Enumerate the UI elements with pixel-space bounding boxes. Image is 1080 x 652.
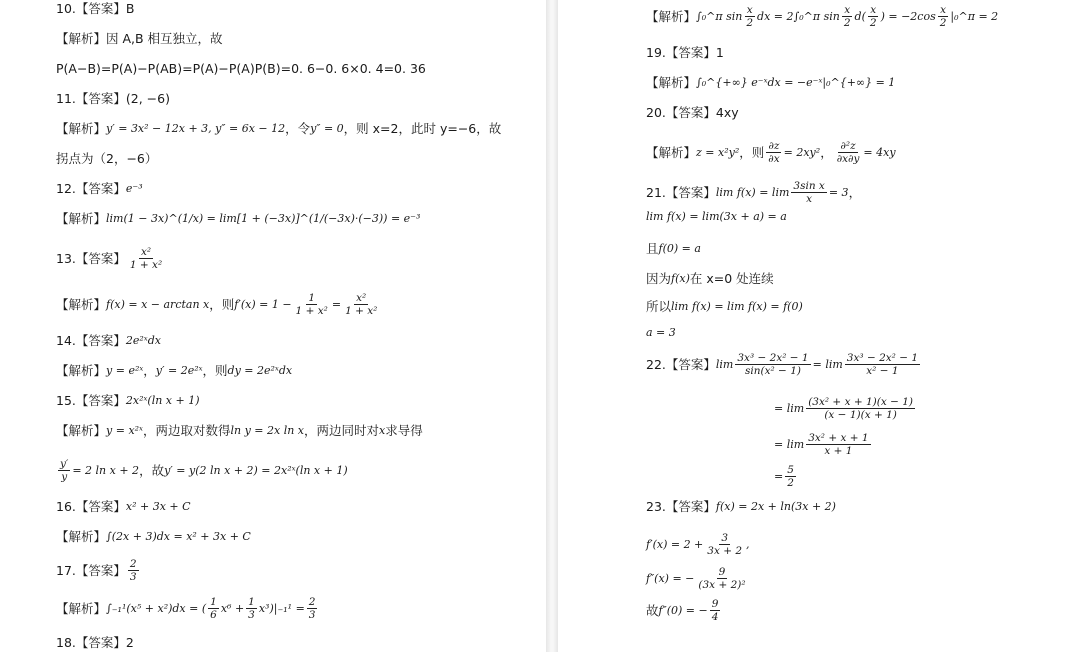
fraction bbox=[246, 596, 257, 621]
text-segment: 【解析】 bbox=[646, 8, 697, 24]
text-segment: 且 bbox=[646, 241, 659, 256]
math-segment: 2e²ˣdx bbox=[125, 334, 161, 347]
fraction-denominator: ∂x∂y bbox=[836, 153, 860, 165]
math-segment: y′ = 2e²ˣ bbox=[155, 364, 203, 377]
text-segment: 所以 bbox=[646, 299, 672, 314]
math-segment: y″ = 0 bbox=[310, 122, 344, 135]
text-segment: 11.【答案】(2, −6) bbox=[56, 91, 170, 106]
text-segment: 故 bbox=[646, 602, 659, 618]
fraction-numerator: y′ bbox=[60, 458, 69, 470]
fraction-denominator: (x − 1)(x + 1) bbox=[824, 409, 897, 421]
math-segment: x³)|₋₁¹ = bbox=[258, 601, 305, 615]
text-segment: ，故 bbox=[139, 462, 165, 478]
fraction-denominator: y bbox=[61, 471, 68, 483]
analysis-12-line bbox=[56, 210, 420, 228]
math-segment: e⁻³ bbox=[125, 182, 143, 195]
fraction-denominator: 2 bbox=[787, 477, 794, 489]
math-segment: ∫₀^{+∞} e⁻ˣdx = −e⁻ˣ|₀^{+∞} = 1 bbox=[696, 76, 896, 89]
fraction-denominator: sin(x² − 1) bbox=[744, 365, 801, 377]
analysis-11-line bbox=[56, 120, 501, 138]
fraction-numerator: x² bbox=[140, 246, 152, 258]
fraction bbox=[343, 292, 379, 317]
math-segment: f′(x) = 2 + bbox=[646, 537, 704, 551]
math-segment: ∫₀^π sin bbox=[696, 9, 743, 23]
answer-21-line bbox=[646, 180, 861, 205]
math-segment: , bbox=[746, 537, 750, 551]
text-segment: 【解析】 bbox=[56, 121, 107, 136]
fraction bbox=[128, 246, 164, 271]
fraction-denominator: 3 bbox=[129, 571, 137, 583]
text-segment: 19.【答案】1 bbox=[646, 45, 724, 60]
math-segment: d( bbox=[854, 9, 866, 23]
fraction bbox=[58, 458, 70, 483]
math-segment: f″(x) = − bbox=[646, 571, 695, 585]
math-segment: lim bbox=[715, 357, 734, 371]
answer-15-line bbox=[56, 392, 200, 410]
math-segment: y = e²ˣ bbox=[106, 364, 144, 377]
fraction bbox=[307, 596, 318, 621]
fraction-numerator: 1 bbox=[210, 596, 217, 608]
math-segment: 2x²ˣ(ln x + 1) bbox=[125, 394, 200, 407]
fraction bbox=[806, 432, 870, 457]
answer-19-line bbox=[646, 44, 724, 62]
math-segment: ln y = 2x ln x bbox=[230, 424, 305, 437]
fraction bbox=[128, 558, 139, 583]
fraction-numerator: (3x² + x + 1)(x − 1) bbox=[808, 396, 914, 408]
analysis-21-line3 bbox=[646, 270, 774, 288]
fraction-numerator: x² bbox=[356, 292, 367, 304]
answer-12-line bbox=[56, 180, 143, 198]
fraction bbox=[938, 4, 949, 29]
fraction-numerator: 3sin x bbox=[793, 180, 825, 192]
fraction bbox=[710, 598, 721, 623]
answer-16-line bbox=[56, 498, 191, 516]
analysis-21-line4 bbox=[646, 298, 803, 316]
answer-14-line bbox=[56, 332, 161, 350]
fraction-denominator: x + 1 bbox=[824, 445, 853, 457]
fraction-denominator: 3x + 2 bbox=[707, 545, 743, 557]
fraction-numerator: x bbox=[844, 4, 851, 16]
text-segment: ， bbox=[848, 184, 862, 200]
analysis-16-line bbox=[56, 528, 251, 546]
math-segment: = lim bbox=[774, 401, 805, 415]
answer-20-line bbox=[646, 104, 739, 122]
right-page bbox=[558, 0, 1080, 652]
answer-18-line bbox=[56, 634, 134, 652]
fraction bbox=[705, 532, 744, 557]
text-segment: 【解析】 bbox=[56, 211, 107, 226]
math-segment: f(x) bbox=[671, 272, 690, 285]
fraction-numerator: x bbox=[940, 4, 947, 16]
math-segment: x bbox=[379, 424, 386, 437]
text-segment: ，则 bbox=[209, 296, 235, 312]
fraction-denominator: 4 bbox=[711, 611, 719, 623]
text-segment: 【解析】 bbox=[56, 423, 107, 438]
fraction-denominator: x bbox=[806, 193, 813, 205]
math-segment: f(0) = a bbox=[658, 242, 701, 255]
analysis-21-line1 bbox=[646, 208, 787, 226]
text-segment: P(A−B)=P(A)−P(AB)=P(A)−P(A)P(B)=0. 6−0. 6×0. 4=0. 36 bbox=[56, 61, 426, 76]
fraction-numerator: 1 bbox=[248, 596, 255, 608]
fraction bbox=[835, 140, 862, 165]
text-segment: 求导得 bbox=[385, 423, 423, 438]
text-segment: ，两边同时对 bbox=[304, 423, 380, 438]
math-segment: y′ = y(2 ln x + 2) = 2x²ˣ(ln x + 1) bbox=[164, 463, 348, 477]
text-segment: 14.【答案】 bbox=[56, 333, 126, 348]
page-gutter bbox=[546, 0, 558, 652]
fraction-numerator: x bbox=[746, 4, 753, 16]
analysis-10-line bbox=[56, 30, 223, 48]
fraction-numerator: ∂z bbox=[768, 140, 780, 152]
analysis-14-line bbox=[56, 362, 292, 380]
fraction-numerator: 1 bbox=[308, 292, 316, 304]
answer-11-line bbox=[56, 90, 170, 108]
math-segment: a = 3 bbox=[646, 326, 676, 339]
text-segment: 15.【答案】 bbox=[56, 393, 126, 408]
text-segment: 18.【答案】2 bbox=[56, 635, 134, 650]
analysis-22-step1 bbox=[774, 396, 917, 421]
math-segment: = 2xy² bbox=[783, 145, 821, 159]
fraction-numerator: 3 bbox=[721, 532, 728, 544]
math-segment: = lim bbox=[812, 357, 843, 371]
text-segment: ， bbox=[143, 363, 156, 378]
text-segment: 13.【答案】 bbox=[56, 250, 126, 266]
fraction bbox=[696, 566, 747, 591]
fraction-denominator: ∂x bbox=[768, 153, 780, 165]
answer-13-line bbox=[56, 246, 166, 271]
fraction bbox=[766, 140, 781, 165]
analysis-21-line2 bbox=[646, 240, 701, 258]
fraction-numerator: 3x³ − 2x² − 1 bbox=[737, 352, 809, 364]
answer-23-line bbox=[646, 498, 836, 516]
fraction-denominator: (3x + 2)² bbox=[698, 579, 746, 591]
fraction-numerator: 3x² + x + 1 bbox=[808, 432, 869, 444]
fraction bbox=[842, 4, 853, 29]
analysis-20-line bbox=[646, 140, 896, 165]
math-segment: = 3 bbox=[828, 185, 849, 199]
text-segment: 12.【答案】 bbox=[56, 181, 126, 196]
analysis-15-cont bbox=[56, 458, 348, 483]
answer-22-line bbox=[646, 352, 922, 377]
fraction-numerator: ∂²z bbox=[840, 140, 856, 152]
fraction bbox=[806, 396, 915, 421]
analysis-15-line bbox=[56, 422, 423, 440]
text-segment: ，令 bbox=[285, 121, 311, 136]
text-segment: 在 x=0 处连续 bbox=[689, 271, 774, 286]
math-segment: x⁶ + bbox=[220, 601, 245, 615]
math-segment: lim(1 − 3x)^(1/x) = lim[1 + (−3x)]^(1/(−3x)·(−3)) = e⁻³ bbox=[106, 212, 421, 225]
text-segment: 20.【答案】4xy bbox=[646, 105, 739, 120]
text-segment: 【解析】因 A,B 相互独立，故 bbox=[56, 31, 223, 46]
fraction bbox=[845, 352, 920, 377]
fraction-numerator: 3x³ − 2x² − 1 bbox=[846, 352, 919, 364]
math-segment: z = x²y² bbox=[696, 145, 740, 159]
fraction bbox=[735, 352, 810, 377]
analysis-23-line2 bbox=[646, 566, 750, 591]
fraction-numerator: 2 bbox=[308, 596, 316, 608]
fraction-denominator: 3 bbox=[248, 609, 255, 621]
math-segment: = bbox=[774, 469, 784, 483]
text-segment: 【解析】 bbox=[56, 529, 107, 544]
fraction-denominator: x² − 1 bbox=[866, 365, 899, 377]
analysis-22-step2 bbox=[774, 432, 873, 457]
answer-10-line bbox=[56, 0, 134, 18]
text-segment: 23.【答案】 bbox=[646, 499, 716, 514]
analysis-11-cont bbox=[56, 150, 157, 168]
text-segment: 【解析】 bbox=[56, 363, 107, 378]
text-segment: 【解析】 bbox=[646, 75, 697, 90]
fraction-denominator: 2 bbox=[843, 17, 851, 29]
math-segment: ∫₋₁¹(x⁵ + x²)dx = ( bbox=[106, 601, 207, 615]
fraction-numerator: 5 bbox=[787, 464, 794, 476]
text-segment: 【解析】 bbox=[646, 144, 697, 160]
analysis-17-line bbox=[56, 596, 319, 621]
fraction-denominator: 3 bbox=[308, 609, 316, 621]
text-segment: ，两边取对数得 bbox=[142, 423, 231, 438]
text-segment: 因为 bbox=[646, 271, 672, 286]
text-segment: ，则 bbox=[202, 363, 228, 378]
text-segment: ，则 x=2，此时 y=−6，故 bbox=[343, 121, 502, 136]
math-segment: x² + 3x + C bbox=[125, 500, 191, 513]
text-segment: 17.【答案】 bbox=[56, 562, 126, 578]
math-segment: f′(x) = 1 − bbox=[234, 297, 292, 311]
math-segment: = 4xy bbox=[863, 145, 896, 159]
analysis-23-line3 bbox=[646, 598, 722, 623]
text-segment: 21.【答案】 bbox=[646, 184, 716, 200]
analysis-10-formula bbox=[56, 60, 426, 78]
fraction bbox=[791, 180, 826, 205]
fraction bbox=[785, 464, 796, 489]
math-segment: f(x) = x − arctan x bbox=[106, 297, 210, 311]
fraction bbox=[744, 4, 755, 29]
text-segment: 10.【答案】B bbox=[56, 1, 135, 16]
analysis-22-step3 bbox=[774, 464, 798, 489]
fraction-numerator: 9 bbox=[718, 566, 726, 578]
math-segment: ) = −2cos bbox=[880, 9, 936, 23]
math-segment: dy = 2e²ˣdx bbox=[227, 364, 293, 377]
math-segment: lim f(x) = lim(3x + a) = a bbox=[646, 210, 787, 223]
text-segment: 拐点为（2，−6） bbox=[56, 151, 158, 166]
math-segment: |₀^π = 2 bbox=[950, 9, 999, 23]
math-segment: lim f(x) = lim bbox=[715, 185, 790, 199]
math-segment: = bbox=[331, 297, 342, 311]
text-segment: 16.【答案】 bbox=[56, 499, 126, 514]
analysis-21-line5 bbox=[646, 324, 676, 342]
math-segment: dx = 2∫₀^π sin bbox=[757, 9, 840, 23]
fraction-denominator: 1 + x² bbox=[345, 305, 378, 317]
fraction-denominator: 1 + x² bbox=[129, 259, 163, 271]
fraction-denominator: 2 bbox=[746, 17, 754, 29]
math-segment: f(x) = 2x + ln(3x + 2) bbox=[715, 500, 836, 513]
math-segment: y′ = 3x² − 12x + 3, y″ = 6x − 12 bbox=[106, 122, 286, 135]
math-segment: = 2 ln x + 2 bbox=[72, 463, 140, 477]
math-segment: ∫(2x + 3)dx = x² + 3x + C bbox=[106, 530, 251, 543]
fraction-denominator: 1 + x² bbox=[295, 305, 328, 317]
fraction bbox=[868, 4, 879, 29]
analysis-13-line bbox=[56, 292, 381, 317]
text-segment: ，则 bbox=[739, 144, 765, 160]
text-segment: ， bbox=[820, 144, 833, 160]
fraction-numerator: x bbox=[870, 4, 877, 16]
fraction-denominator: 6 bbox=[210, 609, 217, 621]
math-segment: y = x²ˣ bbox=[106, 424, 143, 437]
text-segment: 22.【答案】 bbox=[646, 356, 716, 372]
math-segment: = lim bbox=[774, 437, 805, 451]
answer-17-line bbox=[56, 558, 141, 583]
analysis-18-line bbox=[646, 4, 998, 29]
fraction-denominator: 2 bbox=[939, 17, 947, 29]
text-segment: 【解析】 bbox=[56, 600, 107, 616]
analysis-19-line bbox=[646, 74, 895, 92]
math-segment: f″(0) = − bbox=[658, 603, 708, 617]
text-segment: 【解析】 bbox=[56, 296, 107, 312]
fraction-numerator: 9 bbox=[711, 598, 719, 610]
math-segment: lim f(x) = lim f(x) = f(0) bbox=[671, 300, 803, 313]
fraction bbox=[208, 596, 219, 621]
fraction bbox=[294, 292, 330, 317]
analysis-23-line1 bbox=[646, 532, 750, 557]
fraction-denominator: 2 bbox=[869, 17, 877, 29]
fraction-numerator: 2 bbox=[129, 558, 137, 570]
